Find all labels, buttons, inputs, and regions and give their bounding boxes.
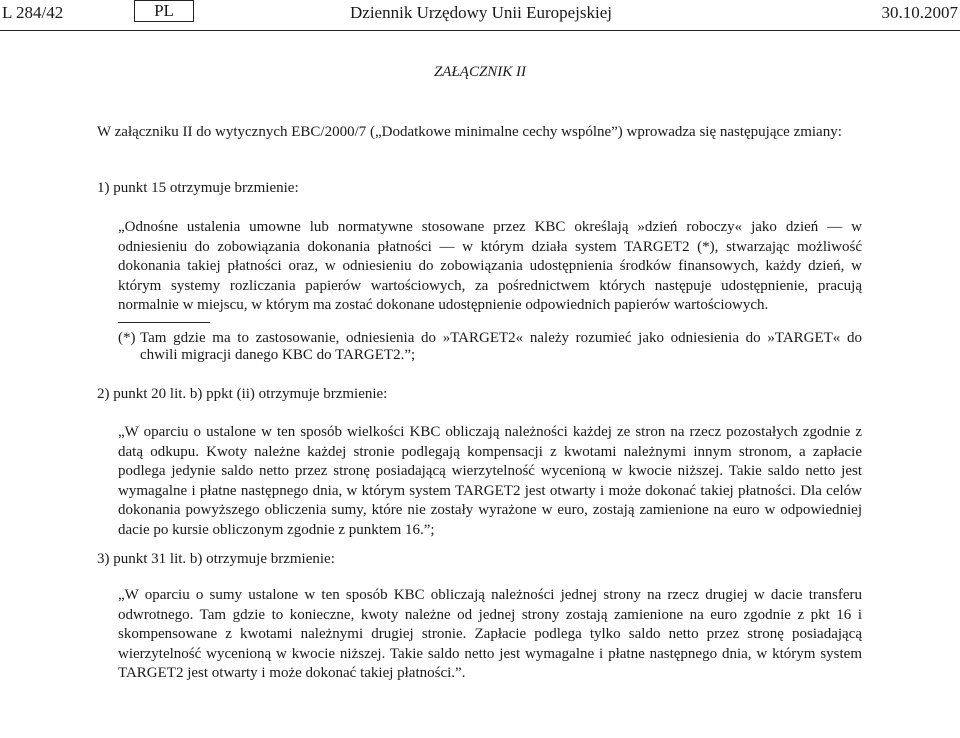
page-header [0, 0, 960, 31]
language-box: PL [134, 0, 194, 22]
item-1-heading: 1) punkt 15 otrzymuje brzmienie: [97, 180, 299, 196]
footnote [118, 330, 862, 364]
journal-title: Dziennik Urzędowy Unii Europejskiej [350, 3, 613, 22]
item-1-quote: „Odnośne ustalenia umowne lub normatywne stosowane przez KBC określają »dzień roboczy« jako dzień — w odniesieniu do zobowiązania dokonania płatności — w którym działa system TARGET2 (*), stwarzając możliwość dokonania takiej płatności oraz, w odniesieniu do zobowiązania udostępnienia środków finansowych, każdy dzień, w którym systemy rozliczania papierów wartościowych, za pośrednictwem których następuje udostępnienie, pracują normalnie w miejscu, w którym ma zostać dokonane udostępnienie odpowiednich papierów wartościowych. [118, 219, 862, 313]
page-reference: L 284/42 [2, 3, 64, 22]
annex-title: ZAŁĄCZNIK II [433, 64, 527, 80]
footnote-mark: (*) [118, 330, 136, 346]
item-2-quote: „W oparciu o ustalone w ten sposób wielkości KBC obliczają należności każdej ze stron na rzecz pozostałych zgodnie z datą odkupu. Kwoty należne każdej stronie podlegają kompensacji z kwotami należnymi innym stronom, a zapłacie podlega jedynie saldo netto przez stronę posiadającą wierzytelność wycenioną w kwocie niższej. Takie saldo netto jest wymagalne i płatne następnego dnia, w którym system TARGET2 jest otwarty i może dokonać takiej płatności. Dla celów dokonania powyższego obliczenia sumy, które nie zostały wyrażone w euro, zostają zamienione na euro w odpowiedniej dacie po kursie obliczonym zgodnie z punktem 16.”; [118, 424, 862, 538]
item-2-heading: 2) punkt 20 lit. b) ppkt (ii) otrzymuje brzmienie: [97, 386, 388, 402]
intro-paragraph: W załączniku II do wytycznych EBC/2000/7 („Dodatkowe minimalne cechy wspólne”) wprowadza się następujące zmiany: [97, 124, 842, 140]
footnote-divider [118, 322, 210, 323]
publication-date: 30.10.2007 [881, 3, 958, 22]
footnote-text: Tam gdzie ma to zastosowanie, odniesienia do »TARGET2« należy rozumieć jako odniesienia do »TARGET« do chwili migracji danego KBC do TARGET2.”; [140, 330, 862, 363]
item-3-heading: 3) punkt 31 lit. b) otrzymuje brzmienie: [97, 551, 335, 567]
item-3-quote: „W oparciu o sumy ustalone w ten sposób KBC obliczają należności jednej strony na rzecz drugiej w dacie transferu odwrotnego. Tam gdzie to konieczne, kwoty należne od jednej strony zostają zamienione na euro zgodnie z pkt 16 i skompensowane z kwotami należnymi drugiej stronie. Zapłacie podlega tylko saldo netto przez stronę posiadającą wierzytelność wycenioną w kwocie niższej. Takie saldo netto jest wymagalne i płatne następnego dnia, w którym system TARGET2 jest otwarty i może dokonać takiej płatności.”. [118, 587, 862, 681]
